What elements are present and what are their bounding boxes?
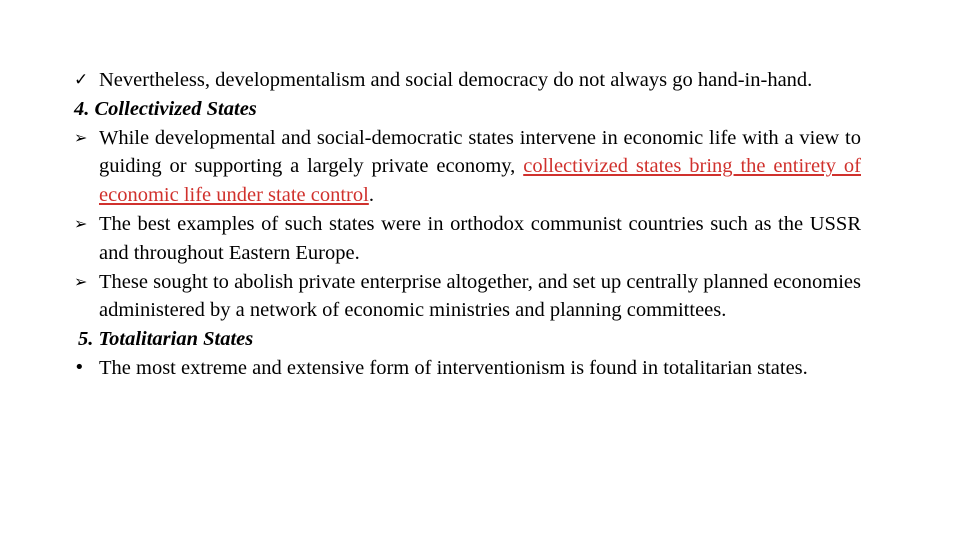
arrowhead-icon: ➢ <box>74 271 88 291</box>
slide-content <box>74 66 861 383</box>
bullet-text: The most extreme and extensive form of interventionism is found in totalitarian states. <box>99 356 808 379</box>
bullet-item-developmentalism <box>74 66 861 95</box>
bullet-text: These sought to abolish private enterprise altogether, and set up centrally planned economies administered by a network of economic ministries and planning committees. <box>99 270 861 322</box>
bullet-text: While developmental and social-democratic states intervene in economic life with a view to guiding or supporting a largely private economy, <box>99 126 861 178</box>
section-heading-totalitarian: 5. Totalitarian States <box>78 328 254 351</box>
bullet-item-planned-economies <box>74 268 861 326</box>
bullet-text: Nevertheless, developmentalism and social democracy do not always go hand-in-hand. <box>99 69 813 91</box>
bullet-item-totalitarian <box>74 354 861 383</box>
highlighted-text: collectivized states bring the entirety of economic life under state control <box>99 155 861 207</box>
checkmark-icon: ✓ <box>74 70 89 90</box>
section-heading-collectivized: 4. Collectivized States <box>74 97 257 120</box>
bullet-text: The best examples of such states were in orthodox communist countries such as the USSR and throughout Eastern Europe. <box>99 212 861 264</box>
bullet-text-end: . <box>368 184 374 207</box>
dot-icon: • <box>74 356 85 378</box>
bullet-item-collectivized-definition <box>74 124 861 210</box>
arrowhead-icon: ➢ <box>74 127 88 147</box>
arrowhead-icon: ➢ <box>74 213 88 233</box>
bullet-item-communist-examples <box>74 210 861 268</box>
